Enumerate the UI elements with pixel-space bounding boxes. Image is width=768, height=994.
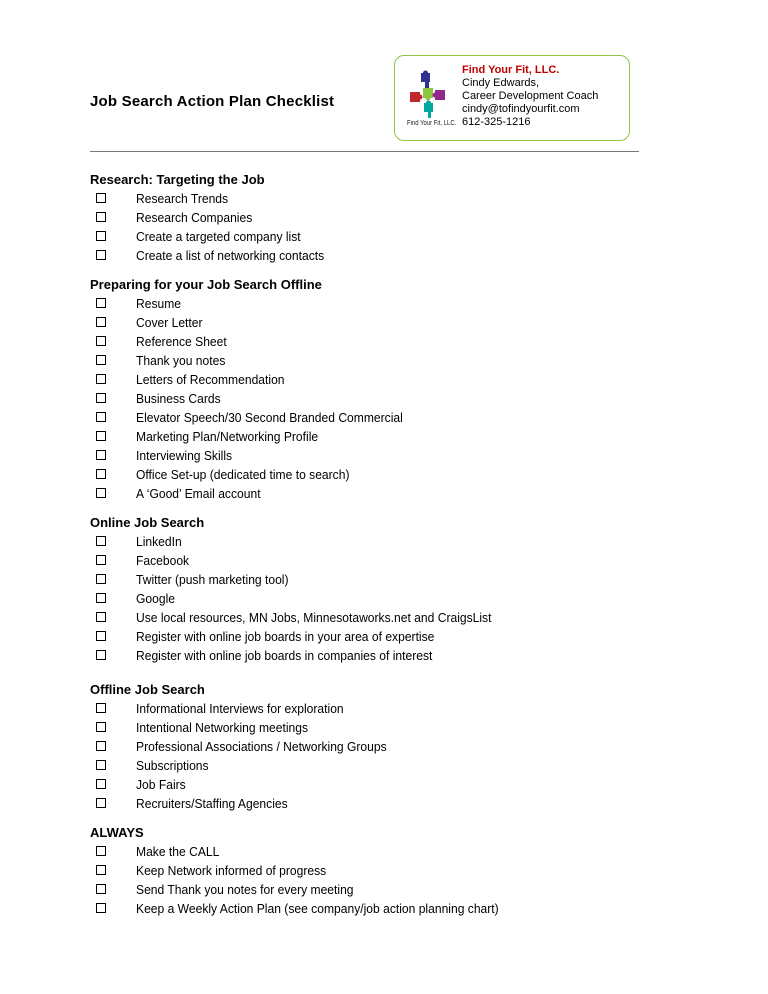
item-label: Keep Network informed of progress: [136, 863, 327, 878]
checkbox[interactable]: [96, 536, 106, 546]
item-label: Resume: [136, 296, 182, 311]
checkbox[interactable]: [96, 631, 106, 641]
checklist-item[interactable]: [90, 370, 650, 389]
checkbox[interactable]: [96, 884, 106, 894]
checkbox[interactable]: [96, 865, 106, 875]
checkbox[interactable]: [96, 469, 106, 479]
item-label: Thank you notes: [136, 353, 226, 368]
section-research: [90, 170, 650, 265]
checklist-item[interactable]: [90, 446, 650, 465]
checklist-item[interactable]: [90, 699, 650, 718]
checklist-item[interactable]: [90, 718, 650, 737]
item-label: Register with online job boards in companies of interest: [136, 648, 433, 663]
checklist-item[interactable]: [90, 608, 650, 627]
contact-name: Cindy Edwards,: [462, 77, 540, 89]
item-label: Reference Sheet: [136, 334, 227, 349]
header-divider: [90, 151, 639, 152]
checklist-item[interactable]: [90, 756, 650, 775]
item-label: Subscriptions: [136, 758, 209, 773]
item-label: A ‘Good’ Email account: [136, 486, 261, 501]
checkbox[interactable]: [96, 412, 106, 422]
checklist-item[interactable]: [90, 246, 650, 265]
checklist-item[interactable]: [90, 532, 650, 551]
checklist-item[interactable]: [90, 570, 650, 589]
checkbox[interactable]: [96, 450, 106, 460]
checklist-item[interactable]: [90, 589, 650, 608]
checkbox[interactable]: [96, 779, 106, 789]
section-heading: Preparing for your Job Search Offline: [90, 277, 322, 292]
item-label: Informational Interviews for exploration: [136, 701, 344, 716]
checkbox[interactable]: [96, 650, 106, 660]
item-label: Research Companies: [136, 210, 253, 225]
checkbox[interactable]: [96, 722, 106, 732]
contact-info: [462, 64, 598, 129]
item-label: Register with online job boards in your area of expertise: [136, 629, 435, 644]
checklist-item[interactable]: [90, 842, 650, 861]
item-label: Keep a Weekly Action Plan (see company/job action planning chart): [136, 901, 499, 916]
item-label: Interviewing Skills: [136, 448, 233, 463]
checklist-item[interactable]: [90, 899, 650, 918]
checkbox[interactable]: [96, 741, 106, 751]
checkbox[interactable]: [96, 298, 106, 308]
checkbox[interactable]: [96, 555, 106, 565]
checklist-item[interactable]: [90, 332, 650, 351]
section-always: [90, 823, 650, 918]
section-heading: Research: Targeting the Job: [90, 172, 265, 187]
item-label: Letters of Recommendation: [136, 372, 285, 387]
item-label: LinkedIn: [136, 534, 182, 549]
checklist-item[interactable]: [90, 351, 650, 370]
checkbox[interactable]: [96, 250, 106, 260]
item-label: Intentional Networking meetings: [136, 720, 309, 735]
checklist-item[interactable]: [90, 227, 650, 246]
checkbox[interactable]: [96, 231, 106, 241]
section-offline-prep: [90, 275, 650, 503]
item-label: Office Set-up (dedicated time to search): [136, 467, 350, 482]
section-offline-search: [90, 680, 650, 813]
checklist-item[interactable]: [90, 880, 650, 899]
checkbox[interactable]: [96, 574, 106, 584]
checklist-item[interactable]: [90, 427, 650, 446]
checkbox[interactable]: [96, 760, 106, 770]
checklist-item[interactable]: [90, 208, 650, 227]
checkbox[interactable]: [96, 612, 106, 622]
item-label: Use local resources, MN Jobs, Minnesotaworks.net and CraigsList: [136, 610, 492, 625]
section-heading: ALWAYS: [90, 825, 144, 840]
checklist-item[interactable]: [90, 646, 650, 665]
checkbox[interactable]: [96, 374, 106, 384]
checkbox[interactable]: [96, 798, 106, 808]
company-name: Find Your Fit, LLC.: [462, 64, 560, 76]
logo-caption: Find Your Fit, LLC.: [407, 120, 457, 127]
checkbox[interactable]: [96, 336, 106, 346]
item-label: Marketing Plan/Networking Profile: [136, 429, 319, 444]
item-label: Make the CALL: [136, 844, 220, 859]
checkbox[interactable]: [96, 593, 106, 603]
item-label: Create a list of networking contacts: [136, 248, 325, 263]
checkbox[interactable]: [96, 212, 106, 222]
checkbox[interactable]: [96, 355, 106, 365]
checklist-item[interactable]: [90, 775, 650, 794]
checklist-item[interactable]: [90, 627, 650, 646]
checkbox[interactable]: [96, 431, 106, 441]
checkbox[interactable]: [96, 903, 106, 913]
checklist-item[interactable]: [90, 408, 650, 427]
page-title: Job Search Action Plan Checklist: [90, 93, 335, 110]
checklist-item[interactable]: [90, 389, 650, 408]
checkbox[interactable]: [96, 488, 106, 498]
checklist-item[interactable]: [90, 551, 650, 570]
checklist-item[interactable]: [90, 861, 650, 880]
item-label: Google: [136, 591, 175, 606]
checklist-item[interactable]: [90, 737, 650, 756]
item-label: Business Cards: [136, 391, 221, 406]
item-label: Facebook: [136, 553, 190, 568]
item-label: Research Trends: [136, 191, 229, 206]
item-label: Job Fairs: [136, 777, 186, 792]
section-heading: Offline Job Search: [90, 682, 205, 697]
item-label: Cover Letter: [136, 315, 203, 330]
checklist-item[interactable]: [90, 189, 650, 208]
checkbox[interactable]: [96, 846, 106, 856]
contact-role: Career Development Coach: [462, 90, 599, 102]
contact-phone: 612-325-1216: [462, 116, 531, 128]
checklist-item[interactable]: [90, 484, 650, 503]
checkbox[interactable]: [96, 393, 106, 403]
item-label: Twitter (push marketing tool): [136, 572, 289, 587]
checkbox[interactable]: [96, 703, 106, 713]
checkbox[interactable]: [96, 317, 106, 327]
checklist-item[interactable]: [90, 794, 650, 813]
checklist-item[interactable]: [90, 313, 650, 332]
section-heading: Online Job Search: [90, 515, 205, 530]
item-label: Create a targeted company list: [136, 229, 301, 244]
item-label: Send Thank you notes for every meeting: [136, 882, 354, 897]
checklist-item[interactable]: [90, 294, 650, 313]
item-label: Professional Associations / Networking Groups: [136, 739, 387, 754]
item-label: Recruiters/Staffing Agencies: [136, 796, 288, 811]
contact-email: cindy@tofindyourfit.com: [462, 103, 580, 115]
checklist-item[interactable]: [90, 465, 650, 484]
checklist: [90, 170, 650, 918]
item-label: Elevator Speech/30 Second Branded Commercial: [136, 410, 403, 425]
section-online-search: [90, 513, 650, 665]
checkbox[interactable]: [96, 193, 106, 203]
